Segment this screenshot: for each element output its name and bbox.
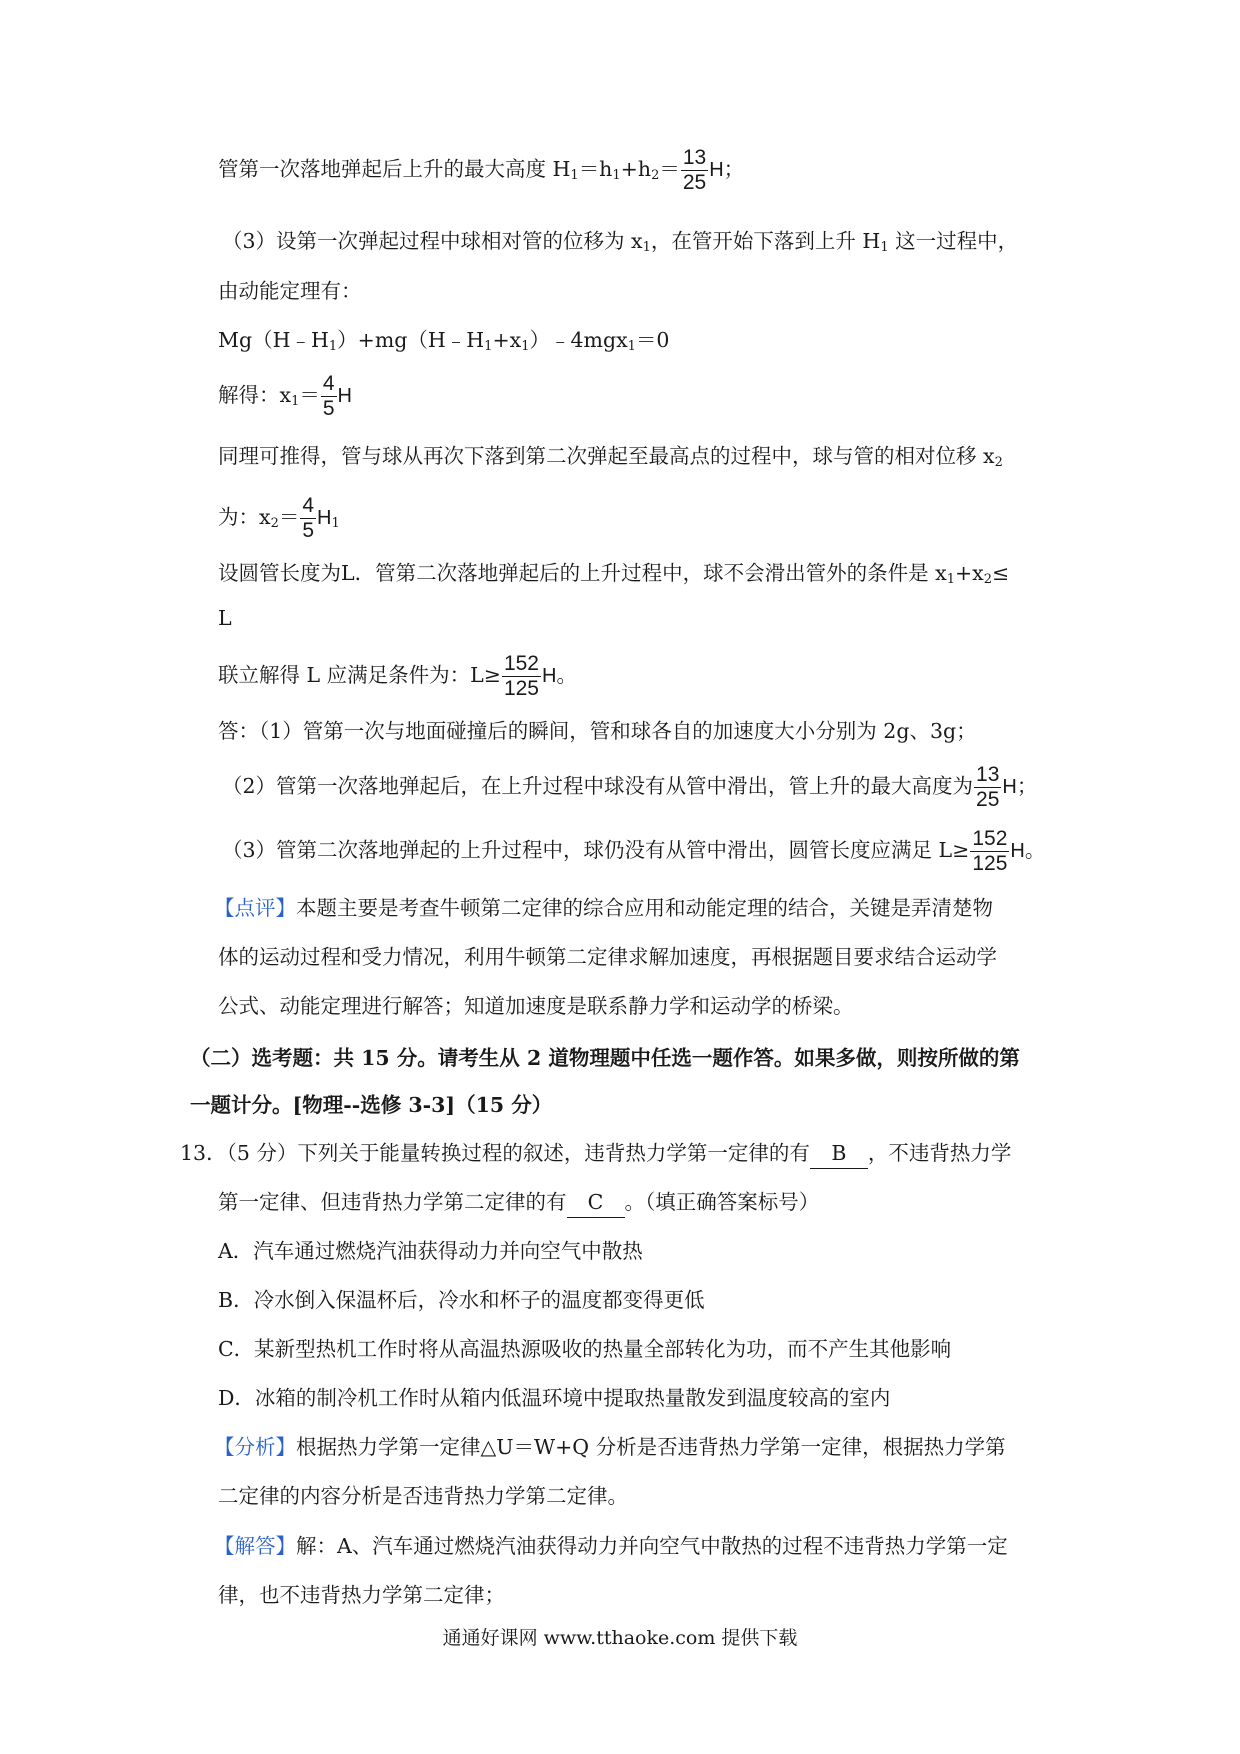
text: 设圆管长度为L．管第二次落地弹起后的上升过程中，球不会滑出管外的条件是 x [218,561,947,585]
text: ＝ [299,383,320,407]
text: 管第一次落地弹起后上升的最大高度 H [218,157,571,181]
text: D．冰箱的制冷机工作时从箱内低温环境中提取热量散发到温度较高的室内 [218,1386,891,1410]
l-solution [218,652,577,701]
fraction-denominator: 125 [503,677,539,700]
text: C．某新型热机工作时将从高温热源吸收的热量全部转化为功，而不产生其他影响 [218,1337,952,1361]
answer-2 [222,763,1037,812]
text: 联立解得 L 应满足条件为：L≥ [218,663,501,687]
option-d [218,1383,890,1413]
answer-3 [222,827,1045,876]
answer-blank-1: B [810,1138,868,1169]
sub: 2 [983,572,993,587]
answer-blank-2: C [567,1187,625,1218]
section-heading-2 [190,1090,552,1120]
option-a [218,1236,643,1266]
sub: 1 [291,394,300,409]
sub: 1 [880,240,889,255]
review-line-3 [218,991,854,1021]
text: 公式、动能定理进行解答；知道加速度是联系静力学和运动学的桥梁。 [218,994,854,1018]
fraction [300,494,316,543]
condition-line [218,558,1009,595]
text: （3）管第二次落地弹起的上升过程中，球仍没有从管中滑出，圆管长度应满足 L≥ [222,838,970,862]
review-line-1 [214,893,993,923]
section-heading-1 [190,1043,1020,1073]
analysis-tag: 【分析】 [214,1435,296,1459]
text: 根据热力学第一定律△U＝W+Q 分析是否违背热力学第一定律，根据热力学第 [296,1435,1006,1459]
h1-line [218,146,744,195]
question-13-line-1 [180,1138,1011,1169]
x2-solution [218,494,340,543]
text: Mg（H﹣H [218,328,329,352]
text: ＝ [278,505,300,529]
text: H [709,159,724,181]
sub: 2 [994,455,1003,470]
text: 为：x [218,505,271,529]
fraction-numerator: 152 [972,827,1008,850]
fraction [970,827,1009,876]
sub: 1 [328,339,338,354]
text: ＝h [578,157,613,181]
text: ； [1016,774,1038,798]
page-footer: 通通好课网 www.tthaoke.com 提供下载 [442,1627,798,1649]
review-tag: 【点评】 [214,896,296,920]
fraction-numerator: 4 [322,372,335,395]
text: 这一过程中， [888,229,1019,253]
text: +x [954,561,984,585]
text: 13．（5 分）下列关于能量转换过程的叙述，违背热力学第一定律的有 [180,1141,810,1165]
sub: 1 [521,339,530,354]
fraction-denominator: 5 [322,397,335,420]
text: 解：A、汽车通过燃烧汽油获得动力并向空气中散热的过程不违背热力学第一定 [296,1534,1008,1558]
text: +x [492,328,522,352]
sub: 1 [946,572,955,587]
text: 。（填正确答案标号） [624,1190,820,1214]
text: 。 [556,663,577,687]
text: ＝0 [635,328,670,352]
similar-derivation [218,441,1003,478]
text: ≤ [992,561,1010,585]
analysis-line-2 [218,1481,628,1511]
text: ； [723,157,745,181]
text: （3）设第一次弹起过程中球相对管的位移为 x [222,229,643,253]
condition-line-cont [218,603,232,633]
text: 一题计分。[物理--选修 3-3]（15 分） [190,1093,553,1117]
fraction-denominator: 125 [972,852,1008,875]
text: ）﹣4mgx [529,328,628,352]
sub: 1 [570,168,579,183]
text: A．汽车通过燃烧汽油获得动力并向空气中散热 [218,1239,643,1263]
text: ，在管开始下落到上升 H [650,229,881,253]
fraction [321,372,337,421]
text: H [317,507,332,529]
sub: 1 [331,516,340,531]
question-13-line-2 [218,1187,819,1218]
solution-line-1 [214,1531,1008,1561]
fraction-numerator: 13 [976,763,1000,786]
solution-tag: 【解答】 [214,1534,296,1558]
text: H [541,665,557,687]
text: 二定律的内容分析是否违背热力学第二定律。 [218,1484,628,1508]
text: （二）选考题：共 15 分。请考生从 2 道物理题中任选一题作答。如果多做，则按所做的第 [190,1046,1020,1070]
analysis-line-1 [214,1432,1006,1462]
text: ）+mg（H﹣H [337,328,485,352]
x1-solution [218,372,352,421]
text: H [1002,776,1017,798]
text: 同理可推得，管与球从再次下落到第二次弹起至最高点的过程中，球与管的相对位移 x [218,444,995,468]
text: 解得：x [218,383,292,407]
text: 体的运动过程和受力情况，利用牛顿第二定律求解加速度，再根据题目要求结合运动学 [218,945,997,969]
text: 第一定律、但违背热力学第二定律的有 [218,1190,567,1214]
sub: 1 [627,339,636,354]
sub: 2 [270,516,279,531]
fraction-denominator: 25 [976,788,1000,811]
text: ＝ [659,157,680,181]
text: 答：（1）管第一次与地面碰撞后的瞬间，管和球各自的加速度大小分别为 2g、3g； [218,719,977,743]
fraction-denominator: 25 [682,171,707,194]
text: 。 [1024,838,1046,862]
fraction [974,763,1001,812]
sub: 1 [612,168,621,183]
option-b [218,1285,705,1315]
text: H [337,385,352,407]
sub: 1 [484,339,493,354]
energy-equation [218,325,669,362]
fraction-numerator: 13 [682,146,707,169]
fraction [502,652,541,701]
text: +h [620,157,652,181]
review-line-2 [218,942,997,972]
fraction-denominator: 5 [302,519,315,542]
fraction [681,146,708,195]
part3-line [222,226,1018,263]
text: （2）管第一次落地弹起后，在上升过程中球没有从管中滑出，管上升的最大高度为 [222,774,974,798]
text: 本题主要是考查牛顿第二定律的综合应用和动能定理的结合，关键是弄清楚物 [296,896,993,920]
solution-line-2 [218,1580,505,1610]
text: 由动能定理有： [218,279,362,303]
option-c [218,1334,951,1364]
text: 律，也不违背热力学第二定律； [218,1583,505,1607]
kinetic-theorem-line [218,276,362,306]
fraction-numerator: 4 [302,494,315,517]
sub: 1 [642,240,651,255]
answer-1 [218,716,977,746]
text: B．冷水倒入保温杯后，冷水和杯子的温度都变得更低 [218,1288,705,1312]
fraction-numerator: 152 [503,652,539,675]
text: H [1010,840,1025,862]
text: L [218,606,232,630]
sub: 2 [651,168,660,183]
text: ，不违背热力学 [867,1141,1012,1165]
